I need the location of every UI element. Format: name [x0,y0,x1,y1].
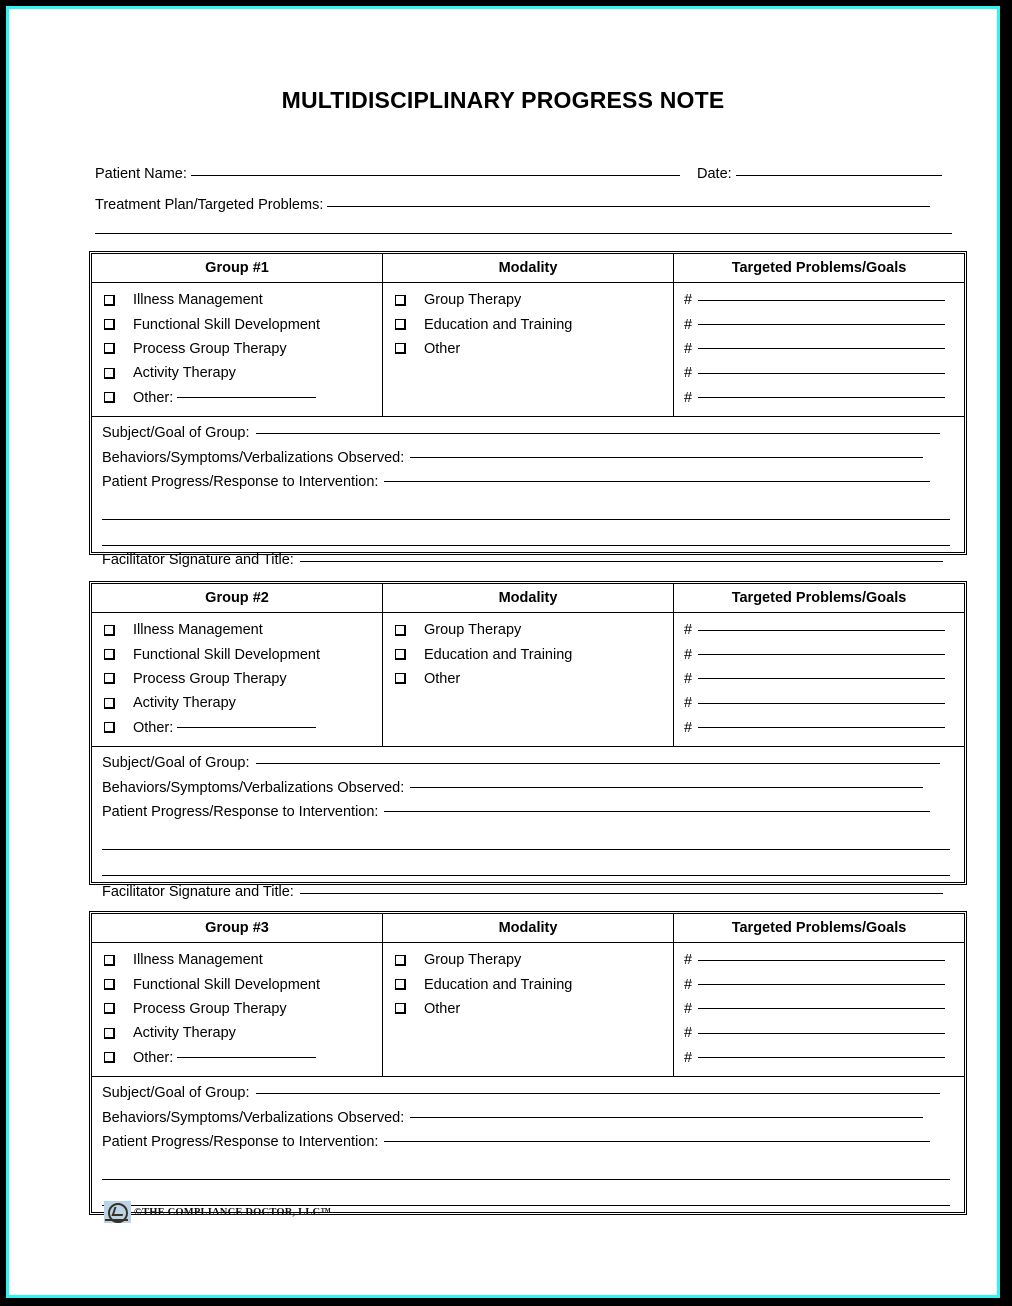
group-type-option[interactable] [104,337,382,361]
group-table-body-row [92,613,964,747]
narrative-field [102,1081,964,1105]
narrative-continuation-line [102,850,964,876]
modality-option[interactable] [395,642,673,666]
narrative-field-label: Patient Progress/Response to Intervention: [102,1133,379,1150]
targeted-goal-input-rule[interactable] [698,1033,945,1034]
narrative-continuation-rule[interactable] [102,519,950,520]
narrative-input-rule[interactable] [384,481,930,482]
targeted-problems-header: Targeted Problems/Goals [731,920,907,936]
targeted-goals-list [674,613,964,746]
modality-option-label: Education and Training [424,316,573,333]
group-table-header-row [92,584,964,613]
targeted-goal-row [684,997,964,1021]
group-type-option[interactable] [104,716,382,740]
narrative-continuation-line [102,1154,964,1180]
checkbox-icon[interactable] [104,722,115,733]
facilitator-signature-label: Facilitator Signature and Title: [102,884,294,900]
page-frame [6,6,1000,1298]
targeted-goal-input-rule[interactable] [698,373,945,374]
page-sheet [9,9,997,1295]
group-type-option-label: Activity Therapy [133,1025,236,1042]
treatment-plan-input-rule[interactable] [327,206,930,207]
treatment-plan-field [95,197,930,213]
narrative-continuation-line [102,494,964,520]
checkbox-icon[interactable] [104,392,115,403]
checkbox-icon[interactable] [104,698,115,709]
group-number-header: Group #2 [92,584,383,612]
targeted-goal-row [684,618,964,642]
checkbox-icon[interactable] [395,319,406,330]
facilitator-signature-label: Facilitator Signature and Title: [102,552,294,568]
checkbox-icon[interactable] [395,673,406,684]
group-type-option-label: Illness Management [133,622,263,639]
group-type-option[interactable] [104,312,382,336]
narrative-field-label: Behaviors/Symptoms/Verbalizations Observed: [102,1109,405,1126]
narrative-input-rule[interactable] [256,763,940,764]
narrative-field [102,445,964,469]
patient-name-label: Patient Name: [95,166,187,182]
targeted-goal-input-rule[interactable] [698,1008,945,1009]
targeted-goal-row [684,361,964,385]
modality-header: Modality [383,914,674,942]
group-type-option-label: Process Group Therapy [133,340,287,357]
goal-number-marker: # [684,1025,693,1042]
narrative-input-rule[interactable] [384,811,930,812]
compliance-doctor-logo-icon [104,1201,131,1223]
group-type-option[interactable] [104,1021,382,1045]
narrative-section [92,747,964,882]
narrative-section [92,1077,964,1212]
group-block [91,913,965,1213]
targeted-goal-input-rule[interactable] [698,984,945,985]
group-type-option-label: Functional Skill Development [133,316,320,333]
narrative-field [102,1130,964,1154]
modality-option-label: Education and Training [424,976,573,993]
modality-option[interactable] [395,948,673,972]
page-title: MULTIDISCIPLINARY PROGRESS NOTE [281,87,725,113]
treatment-plan-input-rule-2[interactable] [95,233,952,234]
targeted-goal-input-rule[interactable] [698,397,945,398]
targeted-goal-row [684,716,964,740]
goal-number-marker: # [684,316,693,333]
group-number-header: Group #1 [92,254,383,282]
patient-name-field [95,166,680,182]
modality-option[interactable] [395,667,673,691]
group-table-header-row [92,254,964,283]
modality-option-label: Group Therapy [424,292,522,309]
modality-option[interactable] [395,337,673,361]
group-type-option-label: Functional Skill Development [133,646,320,663]
group-type-option[interactable] [104,288,382,312]
narrative-field-label: Behaviors/Symptoms/Verbalizations Observed: [102,449,405,466]
date-input-rule[interactable] [736,175,942,176]
narrative-field-label: Subject/Goal of Group: [102,1085,250,1102]
goal-number-marker: # [684,365,693,382]
goal-number-marker: # [684,646,693,663]
date-label: Date: [697,166,732,182]
group-type-option[interactable] [104,997,382,1021]
narrative-field-label: Behaviors/Symptoms/Verbalizations Observed: [102,779,405,796]
modality-checkbox-list [383,283,673,367]
targeted-goal-input-rule[interactable] [698,1057,945,1058]
targeted-goal-input-rule[interactable] [698,960,945,961]
checkbox-icon[interactable] [104,319,115,330]
checkbox-icon[interactable] [104,343,115,354]
group-table-body-row [92,283,964,417]
narrative-continuation-line [102,520,964,546]
targeted-goal-input-rule[interactable] [698,630,945,631]
targeted-goals-list [674,943,964,1076]
goal-number-marker: # [684,292,693,309]
modality-option[interactable] [395,997,673,1021]
group-type-option[interactable] [104,667,382,691]
goal-number-marker: # [684,719,693,736]
group-number-header: Group #3 [92,914,383,942]
group-type-option-label: Activity Therapy [133,365,236,382]
modality-option-label: Group Therapy [424,622,522,639]
group-type-option-label: Illness Management [133,952,263,969]
modality-option[interactable] [395,312,673,336]
targeted-goal-input-rule[interactable] [698,703,945,704]
targeted-goal-input-rule[interactable] [698,727,945,728]
targeted-goal-row [684,288,964,312]
narrative-input-rule[interactable] [256,433,940,434]
targeted-goal-row [684,1021,964,1045]
checkbox-icon[interactable] [395,295,406,306]
modality-option-label: Other [424,1000,461,1017]
checkbox-icon[interactable] [395,979,406,990]
targeted-goal-input-rule[interactable] [698,300,945,301]
group-type-other-input-rule[interactable] [177,397,316,398]
narrative-field [102,775,964,799]
checkbox-icon[interactable] [395,625,406,636]
footer [104,1201,331,1223]
group-table-header-row [92,914,964,943]
narrative-input-rule[interactable] [410,457,923,458]
modality-option-label: Other [424,340,461,357]
narrative-continuation-rule[interactable] [102,545,950,546]
group-type-option-label: Other: [133,719,174,736]
group-type-option[interactable] [104,972,382,996]
targeted-problems-header: Targeted Problems/Goals [731,590,907,606]
targeted-goal-row [684,972,964,996]
group-type-other-input-rule[interactable] [177,1057,316,1058]
narrative-field [102,421,964,445]
group-type-option-label: Other: [133,1049,174,1066]
targeted-goal-row [684,948,964,972]
narrative-continuation-rule[interactable] [102,875,950,876]
narrative-field-label: Patient Progress/Response to Intervention: [102,803,379,820]
modality-option[interactable] [395,972,673,996]
facilitator-signature-field [102,552,943,568]
checkbox-icon[interactable] [395,649,406,660]
copyright-text: ©THE COMPLIANCE DOCTOR, LLC™ [134,1206,332,1218]
checkbox-icon[interactable] [104,368,115,379]
checkbox-icon[interactable] [104,1003,115,1014]
date-field [697,166,942,182]
checkbox-icon[interactable] [395,1003,406,1014]
group-type-option-label: Illness Management [133,292,263,309]
group-type-other-input-rule[interactable] [177,727,316,728]
narrative-continuation-line [102,824,964,850]
targeted-goal-row [684,386,964,410]
targeted-goals-list [674,283,964,416]
checkbox-icon[interactable] [104,955,115,966]
facilitator-signature-input-rule[interactable] [300,561,943,562]
checkbox-icon[interactable] [395,343,406,354]
modality-option-label: Other [424,670,461,687]
facilitator-signature-input-rule[interactable] [300,893,943,894]
group-type-option-label: Process Group Therapy [133,670,287,687]
checkbox-icon[interactable] [104,649,115,660]
narrative-continuation-rule[interactable] [102,849,950,850]
patient-name-input-rule[interactable] [191,175,680,176]
narrative-input-rule[interactable] [410,1117,923,1118]
group-type-checkbox-list [92,613,382,746]
checkbox-icon[interactable] [104,295,115,306]
group-type-option-label: Functional Skill Development [133,976,320,993]
narrative-field-label: Patient Progress/Response to Intervention: [102,473,379,490]
checkbox-icon[interactable] [104,625,115,636]
narrative-field [102,800,964,824]
group-type-option[interactable] [104,948,382,972]
goal-number-marker: # [684,695,693,712]
targeted-goal-row [684,642,964,666]
goal-number-marker: # [684,1049,693,1066]
group-type-option[interactable] [104,1046,382,1070]
targeted-goal-input-rule[interactable] [698,678,945,679]
facilitator-signature-field [102,884,943,900]
group-type-option-label: Activity Therapy [133,695,236,712]
modality-option[interactable] [395,288,673,312]
narrative-input-rule[interactable] [384,1141,930,1142]
narrative-field [102,751,964,775]
targeted-goal-row [684,1046,964,1070]
group-type-checkbox-list [92,943,382,1076]
goal-number-marker: # [684,389,693,406]
modality-option-label: Group Therapy [424,952,522,969]
group-type-option[interactable] [104,618,382,642]
targeted-goal-row [684,691,964,715]
modality-option-label: Education and Training [424,646,573,663]
checkbox-icon[interactable] [104,673,115,684]
narrative-input-rule[interactable] [410,787,923,788]
targeted-goal-input-rule[interactable] [698,324,945,325]
targeted-goal-row [684,667,964,691]
modality-header: Modality [383,254,674,282]
narrative-field-label: Subject/Goal of Group: [102,425,250,442]
targeted-goal-input-rule[interactable] [698,654,945,655]
narrative-field-label: Subject/Goal of Group: [102,755,250,772]
group-type-option-label: Process Group Therapy [133,1000,287,1017]
goal-number-marker: # [684,340,693,357]
treatment-plan-label: Treatment Plan/Targeted Problems: [95,197,324,213]
checkbox-icon[interactable] [104,1052,115,1063]
modality-option[interactable] [395,618,673,642]
goal-number-marker: # [684,952,693,969]
group-table-body-row [92,943,964,1077]
narrative-field [102,1105,964,1129]
goal-number-marker: # [684,622,693,639]
targeted-goal-row [684,312,964,336]
targeted-goal-input-rule[interactable] [698,348,945,349]
targeted-goal-row [684,337,964,361]
narrative-field [102,470,964,494]
group-block [91,583,965,883]
checkbox-icon[interactable] [395,955,406,966]
group-type-option[interactable] [104,361,382,385]
group-type-checkbox-list [92,283,382,416]
checkbox-icon[interactable] [104,1028,115,1039]
checkbox-icon[interactable] [104,979,115,990]
group-type-option[interactable] [104,691,382,715]
group-type-option[interactable] [104,386,382,410]
goal-number-marker: # [684,976,693,993]
modality-checkbox-list [383,943,673,1027]
targeted-problems-header: Targeted Problems/Goals [731,260,907,276]
group-type-option[interactable] [104,642,382,666]
narrative-continuation-rule[interactable] [102,1179,950,1180]
narrative-input-rule[interactable] [256,1093,940,1094]
narrative-section [92,417,964,552]
goal-number-marker: # [684,1000,693,1017]
modality-header: Modality [383,584,674,612]
group-block [91,253,965,553]
goal-number-marker: # [684,670,693,687]
group-type-option-label: Other: [133,389,174,406]
modality-checkbox-list [383,613,673,697]
